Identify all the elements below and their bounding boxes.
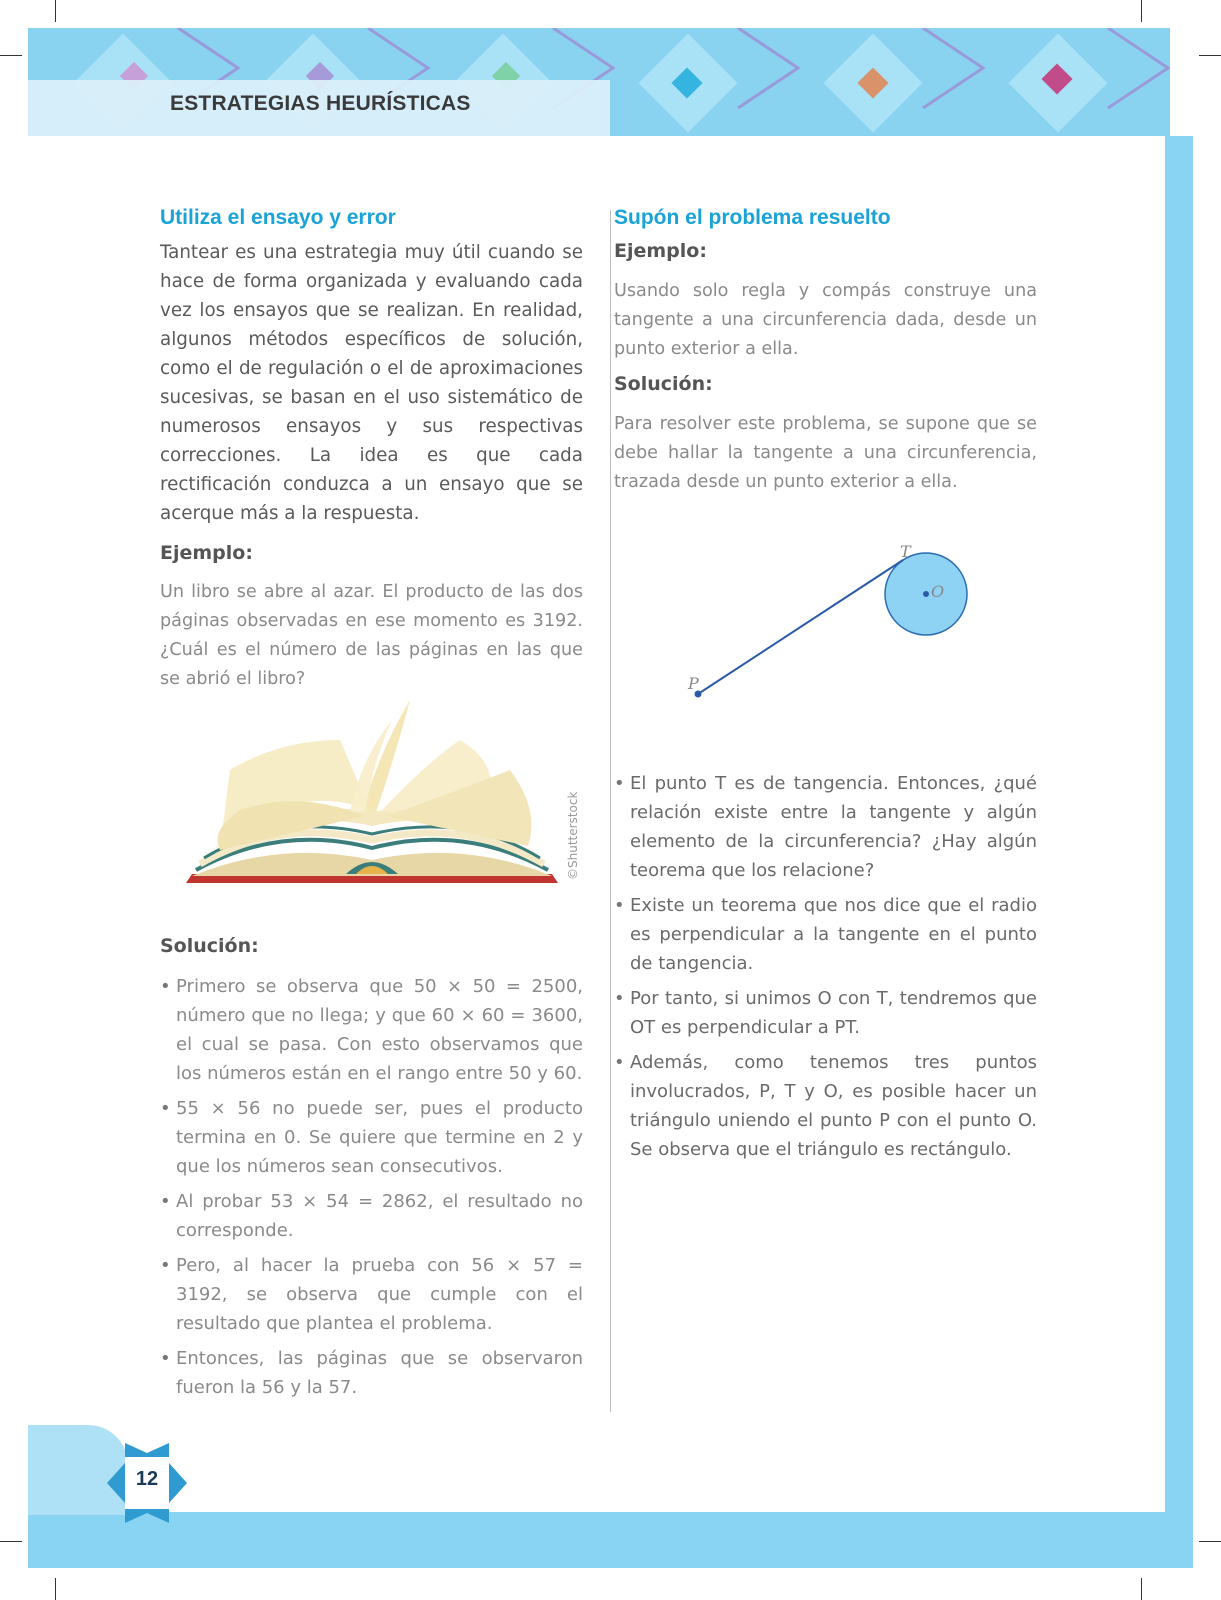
- crop-mark: [55, 0, 56, 22]
- list-item: • 55 × 56 no puede ser, pues el producto termina en 0. Se quiere que termine en 2 y que los números sean consecutivos.: [160, 1094, 583, 1181]
- left-heading: Utiliza el ensayo y error: [160, 206, 396, 229]
- point-o-label: O: [931, 582, 945, 601]
- list-item: • Por tanto, si unimos O con T, tendremos que OT es perpendicular a PT.: [614, 984, 1037, 1042]
- tangent-diagram: [660, 535, 990, 715]
- page-header-title: ESTRATEGIAS HEURÍSTICAS: [170, 92, 471, 115]
- center-point-o: [923, 591, 929, 597]
- crop-mark: [1141, 0, 1142, 22]
- tangent-line: [698, 560, 903, 694]
- right-example-label: Ejemplo:: [614, 240, 707, 262]
- open-book-illustration: [180, 700, 565, 895]
- list-item: • Entonces, las páginas que se observaron fueron la 56 y la 57.: [160, 1344, 583, 1402]
- list-item: • Primero se observa que 50 × 50 = 2500, número que no llega; y que 60 × 60 = 3600, el cual se pasa. Con esto observamos que los números están en el rango entre 50 y 60.: [160, 972, 583, 1088]
- crop-mark: [55, 1578, 56, 1600]
- right-example-text: Usando solo regla y compás construye una tangente a una circunferencia dada, desde un punto exterior a ella.: [614, 281, 1037, 359]
- list-item: • El punto T es de tangencia. Entonces, ¿qué relación existe entre la tangente y algún elemento de la circunferencia? ¿Hay algún teorema que los relacione?: [614, 769, 1037, 885]
- left-solution-list: [160, 972, 583, 1408]
- point-p-label: P: [688, 674, 699, 693]
- right-solution-label: Solución:: [614, 373, 713, 395]
- bottom-decor-band: [28, 1512, 1193, 1568]
- right-heading: Supón el problema resuelto: [614, 206, 891, 229]
- image-credit: ©Shutterstock: [566, 791, 580, 880]
- crop-mark: [1199, 1541, 1221, 1542]
- left-intro-paragraph: Tantear es una estrategia muy útil cuando se hace de forma organizada y evaluando cada vez los ensayos que se realizan. En realidad, algunos métodos específicos de solución, como el de regulación o el de aproximaciones sucesivas, se basan en el uso sistemático de numerosos ensayos y sus respectivas correcciones. La idea es que cada rectificación conduzca a un ensayo que se acerque más a la respuesta.: [160, 242, 583, 524]
- list-item: • Pero, al hacer la prueba con 56 × 57 = 3192, se observa que cumple con el resultado que plantea el problema.: [160, 1251, 583, 1338]
- crop-mark: [0, 55, 22, 56]
- right-solution-text: Para resolver este problema, se supone que se debe hallar la tangente a una circunferencia, trazada desde un punto exterior a ella.: [614, 414, 1037, 492]
- list-item: • Además, como tenemos tres puntos involucrados, P, T y O, es posible hacer un triángulo uniendo el punto P con el punto O. Se observa que el triángulo es rectángulo.: [614, 1048, 1037, 1164]
- list-item: • Existe un teorema que nos dice que el radio es perpendicular a la tangente en el punto de tangencia.: [614, 891, 1037, 978]
- right-reasoning-list: [614, 769, 1037, 1170]
- crop-mark: [0, 1541, 22, 1542]
- crop-mark: [1141, 1578, 1142, 1600]
- left-example-text: Un libro se abre al azar. El producto de las dos páginas observadas en ese momento es 3192. ¿Cuál es el número de las páginas en las que se abrió el libro?: [160, 582, 583, 689]
- left-example-label: Ejemplo:: [160, 542, 253, 564]
- point-t-label: T: [900, 542, 911, 561]
- list-item: • Al probar 53 × 54 = 2862, el resultado no corresponde.: [160, 1187, 583, 1245]
- column-divider: [610, 210, 611, 1412]
- left-solution-label: Solución:: [160, 935, 259, 957]
- page-number: 12: [135, 1468, 159, 1490]
- crop-mark: [1199, 55, 1221, 56]
- right-decor-stripe: [1165, 136, 1193, 1566]
